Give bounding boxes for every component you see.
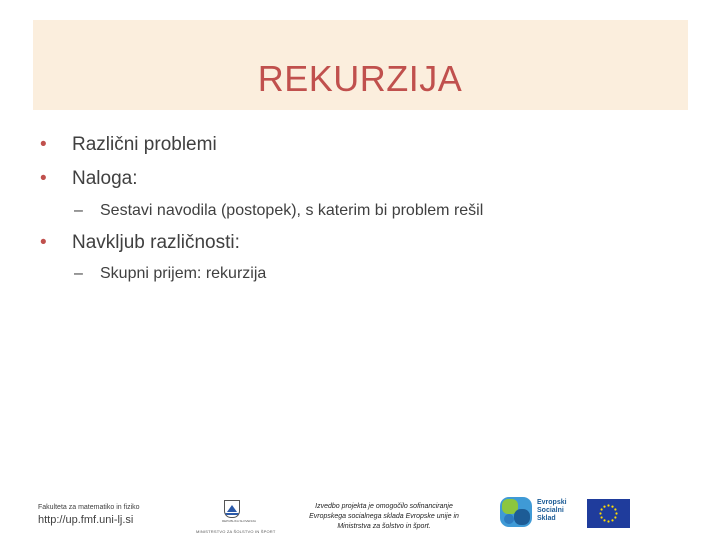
eu-flag-icon [587, 499, 630, 528]
bullet-item [33, 232, 240, 254]
sub-bullet-text: Skupni prijem: rekurzija [100, 265, 267, 282]
ministry-name: MINISTRSTVO ZA ŠOLSTVO IN ŠPORT [196, 529, 276, 534]
sub-bullet-item [74, 265, 266, 283]
esf-label-line: Socialni [537, 507, 564, 514]
esf-label [537, 499, 567, 523]
esf-funding-note [284, 502, 484, 532]
esf-note-line: Izvedbo projekta je omogočilo sofinanciranje [315, 503, 453, 510]
ministry-small-label: REPUBLIKA SLOVENIJA [222, 519, 257, 523]
slovenian-crest-icon [224, 500, 240, 518]
sub-bullet-item [74, 202, 483, 220]
bullet-item [33, 134, 217, 156]
bullet-marker: • [40, 134, 47, 155]
esf-note-line: Evropskega socialnega sklada Evropske unije in [309, 513, 459, 520]
esf-label-line: Sklad [537, 515, 556, 522]
slide-title: REKURZIJA [257, 58, 463, 99]
faculty-url[interactable]: http://up.fmf.uni-lj.si [38, 514, 134, 526]
bullet-text: Različni problemi [72, 134, 217, 155]
esf-note-line: Ministrstva za šolstvo in šport. [337, 523, 431, 530]
sub-bullet-text: Sestavi navodila (postopek), s katerim bi problem rešil [100, 202, 484, 219]
bullet-text: Navkljub različnosti: [72, 232, 240, 253]
esf-label-line: Evropski [537, 499, 567, 506]
bullet-marker: • [40, 168, 47, 189]
ministry-logo [196, 498, 276, 538]
bullet-marker: • [40, 232, 47, 253]
bullet-item [33, 168, 138, 190]
esf-logo-icon [498, 495, 534, 529]
faculty-name: Fakulteta za matematiko in fiziko [38, 504, 140, 511]
sub-bullet-marker: – [74, 265, 83, 282]
slide-footer [0, 490, 720, 540]
sub-bullet-marker: – [74, 202, 83, 219]
bullet-text: Naloga: [72, 168, 138, 189]
